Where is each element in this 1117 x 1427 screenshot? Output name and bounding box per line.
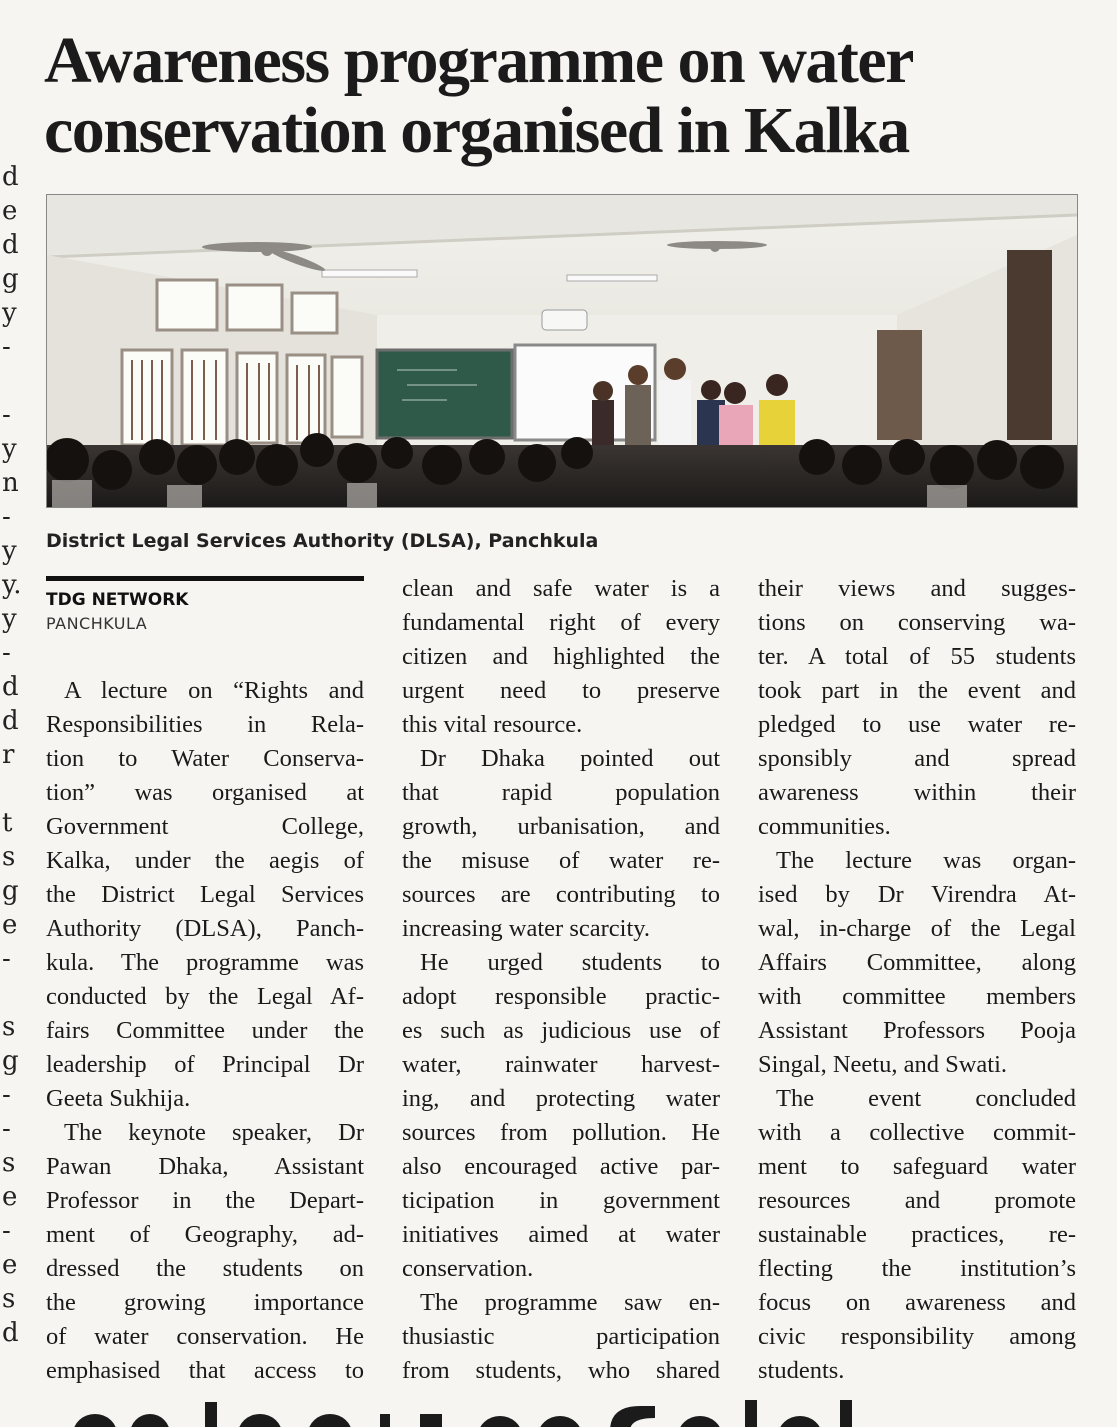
fragment-letter: - xyxy=(2,638,11,668)
fragment-letter: e xyxy=(2,910,18,940)
article-line: leadership of Principal Dr xyxy=(46,1051,364,1078)
article-line: the District Legal Services xyxy=(46,881,364,908)
article-line: es such as judicious use of xyxy=(402,1017,720,1044)
fragment-letter: n xyxy=(2,468,19,498)
article-line: tion to Water Conserva- xyxy=(46,745,364,772)
article-line: also encouraged active par- xyxy=(402,1153,720,1180)
fragment-letter: y. xyxy=(2,570,22,600)
fragment-letter: - xyxy=(2,400,11,430)
article-line: awareness within their xyxy=(758,779,1076,806)
article-line: pledged to use water re- xyxy=(758,711,1076,738)
adjacent-column-fragments xyxy=(0,160,22,1350)
article-line: citizen and highlighted the xyxy=(402,643,720,670)
article-line: emphasised that access to xyxy=(46,1357,364,1384)
article-line: Responsibilities in Rela- xyxy=(46,711,364,738)
fragment-letter: s xyxy=(2,1148,16,1178)
article-line: water, rainwater harvest- xyxy=(402,1051,720,1078)
article-line: with a collective commit- xyxy=(758,1119,1076,1146)
article-line: sources are contributing to xyxy=(402,881,720,908)
article-line: the growing importance xyxy=(46,1289,364,1316)
article-line: fairs Committee under the xyxy=(46,1017,364,1044)
article-line: kula. The programme was xyxy=(46,949,364,976)
byline-network: TDG NETWORK xyxy=(46,590,189,610)
fragment-letter: - xyxy=(2,1216,11,1246)
article-line: ter. A total of 55 students xyxy=(758,643,1076,670)
article-line: students. xyxy=(758,1357,845,1384)
article-line: conservation. xyxy=(402,1255,534,1282)
article-line: from students, who shared xyxy=(402,1357,720,1384)
fragment-letter: y xyxy=(2,298,17,328)
article-line: tion” was organised at xyxy=(46,779,364,806)
fragment-letter: s xyxy=(2,842,16,872)
fragment-letter: g xyxy=(2,876,19,906)
article-line: ing, and protecting water xyxy=(402,1085,720,1112)
byline-rule xyxy=(46,576,364,581)
article-line: focus on awareness and xyxy=(758,1289,1076,1316)
article-line: The event concluded xyxy=(776,1085,1076,1112)
article-column-3 xyxy=(758,572,1076,1388)
event-photo xyxy=(46,194,1078,508)
fragment-letter: - xyxy=(2,944,11,974)
article-line: Professor in the Depart- xyxy=(46,1187,364,1214)
article-line: The programme saw en- xyxy=(420,1289,720,1316)
headline-line-1: Awareness programme on water xyxy=(44,24,913,97)
article-line: flecting the institution’s xyxy=(758,1255,1076,1282)
fragment-letter: e xyxy=(2,196,18,226)
article-line: Assistant Professors Pooja xyxy=(758,1017,1076,1044)
fragment-letter: d xyxy=(2,1318,19,1348)
byline-place: PANCHKULA xyxy=(46,614,148,633)
article-line: took part in the event and xyxy=(758,677,1076,704)
headline xyxy=(44,26,1084,166)
article-line: urgent need to preserve xyxy=(402,677,720,704)
article-column-2 xyxy=(402,572,720,1388)
fragment-letter: g xyxy=(2,264,19,294)
fragment-letter: - xyxy=(2,1114,11,1144)
article-line: communities. xyxy=(758,813,891,840)
article-line: Kalka, under the aegis of xyxy=(46,847,364,874)
article-line: dressed the students on xyxy=(46,1255,364,1282)
article-line: sources from pollution. He xyxy=(402,1119,720,1146)
fragment-letter: d xyxy=(2,706,19,736)
article-line: ticipation in government xyxy=(402,1187,720,1214)
fragment-letter: d xyxy=(2,230,19,260)
article-line: ment to safeguard water xyxy=(758,1153,1076,1180)
article-line: ised by Dr Virendra At- xyxy=(758,881,1076,908)
article-line: sponsibly and spread xyxy=(758,745,1076,772)
fragment-letter: e xyxy=(2,1250,18,1280)
article-line: The keynote speaker, Dr xyxy=(64,1119,364,1146)
fragment-letter: t xyxy=(2,808,13,838)
article-line: conducted by the Legal Af- xyxy=(46,983,364,1010)
article-line: Authority (DLSA), Panch- xyxy=(46,915,364,942)
article-line: thusiastic participation xyxy=(402,1323,720,1350)
article-line: Government College, xyxy=(46,813,364,840)
next-headline-cutoff xyxy=(0,1396,1117,1427)
article-line: civic responsibility among xyxy=(758,1323,1076,1350)
fragment-letter: s xyxy=(2,1284,16,1314)
article-line: A lecture on “Rights and xyxy=(64,677,364,704)
article-line: ment of Geography, ad- xyxy=(46,1221,364,1248)
fragment-letter: y xyxy=(2,434,17,464)
article-line: initiatives aimed at water xyxy=(402,1221,720,1248)
article-line: resources and promote xyxy=(758,1187,1076,1214)
article-line: The lecture was organ- xyxy=(776,847,1076,874)
article-line: wal, in-charge of the Legal xyxy=(758,915,1076,942)
article-line: this vital resource. xyxy=(402,711,583,738)
fragment-letter: g xyxy=(2,1046,19,1076)
fragment-letter: s xyxy=(2,1012,16,1042)
article-line: with committee members xyxy=(758,983,1076,1010)
fragment-letter xyxy=(0,772,22,806)
article-line: He urged students to xyxy=(420,949,720,976)
headline-line-2: conservation organised in Kalka xyxy=(44,94,909,167)
article-line: Geeta Sukhija. xyxy=(46,1085,191,1112)
fragment-letter: r xyxy=(2,740,15,770)
article-line: the misuse of water re- xyxy=(402,847,720,874)
fragment-letter: d xyxy=(2,672,19,702)
fragment-letter xyxy=(0,364,22,398)
article-line: tions on conserving wa- xyxy=(758,609,1076,636)
fragment-letter: e xyxy=(2,1182,18,1212)
article-line: growth, urbanisation, and xyxy=(402,813,720,840)
photo-caption: District Legal Services Authority (DLSA), Panchkula xyxy=(46,530,599,552)
fragment-letter: - xyxy=(2,332,11,362)
article-line: that rapid population xyxy=(402,779,720,806)
fragment-letter: - xyxy=(2,502,11,532)
article-line: of water conservation. He xyxy=(46,1323,364,1350)
fragment-letter xyxy=(0,976,22,1010)
fragment-letter: y xyxy=(2,604,17,634)
article-line: adopt responsible practic- xyxy=(402,983,720,1010)
fragment-letter: d xyxy=(2,162,19,192)
article-line: their views and sugges- xyxy=(758,575,1076,602)
article-line: Affairs Committee, along xyxy=(758,949,1076,976)
article-line: Singal, Neetu, and Swati. xyxy=(758,1051,1008,1078)
article-line: Dr Dhaka pointed out xyxy=(420,745,720,772)
article-line: Pawan Dhaka, Assistant xyxy=(46,1153,364,1180)
article-line: increasing water scarcity. xyxy=(402,915,651,942)
fragment-letter: - xyxy=(2,1080,11,1110)
article-line: sustainable practices, re- xyxy=(758,1221,1076,1248)
article-column-1 xyxy=(46,674,364,1388)
fragment-letter: y xyxy=(2,536,17,566)
article-line: clean and safe water is a xyxy=(402,575,720,602)
article-line: fundamental right of every xyxy=(402,609,720,636)
